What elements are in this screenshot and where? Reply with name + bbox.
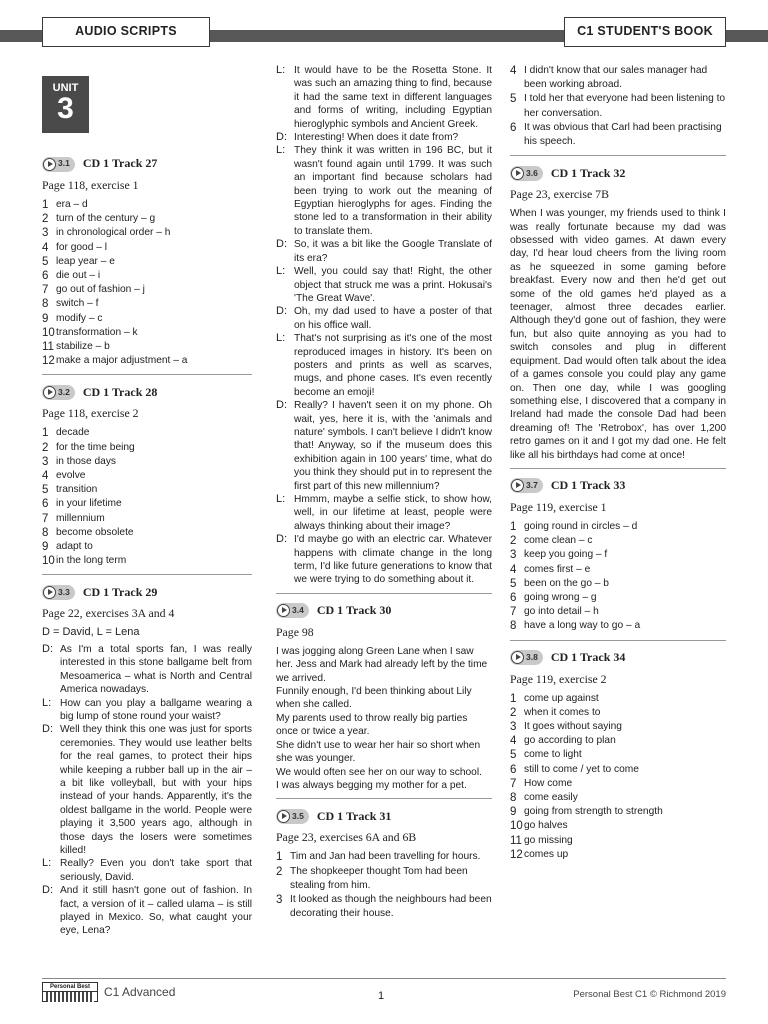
- column-3: [510, 64, 726, 867]
- list-item: [42, 212, 252, 226]
- page-reference: Page 119, exercise 2: [510, 671, 607, 686]
- item-text: when it comes to: [524, 706, 601, 718]
- track-section: [42, 155, 252, 368]
- list-item: [510, 748, 726, 762]
- list-item: [510, 619, 726, 633]
- list-item: [510, 92, 726, 120]
- item-text: in the long term: [56, 555, 127, 567]
- header-title-left: AUDIO SCRIPTS: [42, 17, 210, 47]
- track-heading: [276, 807, 492, 825]
- item-text: have a long way to go – a: [524, 620, 641, 632]
- list-item: [276, 850, 492, 864]
- speaker: D:: [276, 399, 287, 412]
- section-divider: [42, 574, 252, 575]
- item-text: go missing: [524, 834, 573, 846]
- item-text: It looked as though the neighbours had been decorating their house.: [290, 893, 492, 920]
- item-text: comes first – e: [524, 563, 591, 575]
- item-text: evolve: [56, 470, 86, 482]
- item-number: 9: [42, 541, 49, 554]
- play-icon: [43, 158, 56, 171]
- item-text: still to come / yet to come: [524, 763, 639, 775]
- list-item: [510, 692, 726, 706]
- item-number: 6: [42, 498, 49, 511]
- list-item: [510, 791, 726, 805]
- list-item: [42, 526, 252, 540]
- track-number: 3.5: [292, 810, 304, 821]
- item-number: 5: [510, 577, 517, 590]
- line-text: As I'm a total sports fan, I was really interested in this stone ballgame belt from Mesoamerica – what is North and Central America nowadays.: [60, 643, 252, 696]
- track-title: CD 1 Track 30: [316, 603, 392, 618]
- item-number: 10: [42, 326, 55, 339]
- item-text: been on the go – b: [524, 577, 609, 589]
- line-text: Interesting! When does it date from?: [294, 132, 459, 144]
- list-item: [42, 554, 252, 568]
- audio-line: I was always begging my mother for a pet.: [276, 779, 467, 791]
- audio-text: When I was younger, my friends used to think I was really fortunate because my dad was obsessed with video games. At dawn every day, I'd hear loud cheers from the living room as he squeezed in some gaming before breakfast. Every now and then he'd get out some of the old games he'd played as a teenager, almost three decades earlier. Although they'd gone out of fashion, they were fun, but also quite annoying as you had to switch consoles and plug in different equipment. Dad would often talk about the idea of a games console you could play any game on. Then one day, while I was googling something else, I discovered that a company in Ireland had made the console Dad had been dreaming of! The 'Retrobox', has over 1,200 retro games on it and I got my dad one. He felt like all his birthdays had come at once!: [510, 208, 726, 461]
- numbered-list: [510, 692, 726, 862]
- dialogue-line: [276, 399, 492, 493]
- footer-rule: [42, 978, 726, 979]
- item-number: 5: [42, 484, 49, 497]
- track-number: 3.6: [526, 167, 538, 178]
- dialogue-line: [276, 533, 492, 587]
- item-text: die out – i: [56, 270, 101, 282]
- item-text: leap year – e: [56, 255, 115, 267]
- item-text: come easily: [524, 791, 578, 803]
- logo-text: Personal Best: [43, 983, 97, 992]
- line-text: Really? I haven't seen it on my phone. Oh wait, yes, here it is, with the 'animals and nature' symbols. I can't believe I didn't know that! Anyway, so if the museum does this exhibition again in 100 years' time, what do you think they should put in to represent the first part of this new millennium?: [294, 400, 492, 492]
- list-item: [42, 426, 252, 440]
- page-reference: Page 23, exercise 7B: [510, 187, 609, 202]
- list-item: [510, 819, 726, 833]
- item-text: turn of the century – g: [56, 213, 156, 225]
- track-section: [42, 374, 252, 568]
- item-number: 2: [42, 441, 49, 454]
- audio-line: She didn't use to wear her hair so short when she was younger.: [276, 739, 481, 765]
- speaker: L:: [42, 857, 52, 870]
- audio-lines: [276, 645, 492, 792]
- item-number: 7: [510, 777, 517, 790]
- list-item: [42, 354, 252, 368]
- item-number: 3: [42, 455, 49, 468]
- footer-copyright: Personal Best C1 © Richmond 2019: [573, 989, 726, 1000]
- item-number: 1: [42, 427, 49, 440]
- item-number: 10: [510, 820, 523, 833]
- line-text: Hmmm, maybe a selfie stick, to show how, well, in our lifetime at least, people were always thinking about their image?: [294, 494, 492, 532]
- track-badge: [510, 478, 543, 493]
- list-item: [510, 834, 726, 848]
- numbered-list: [42, 198, 252, 368]
- dialogue: [276, 64, 492, 587]
- list-item: [42, 497, 252, 511]
- audio-line: I was jogging along Green Lane when I saw her. Jess and Mark had already left by the time we arrived.: [276, 645, 488, 684]
- track-badge: [42, 585, 75, 600]
- track-badge: [510, 650, 543, 665]
- dialogue-line: [42, 723, 252, 857]
- dialogue-line: [276, 265, 492, 305]
- list-item: [42, 255, 252, 269]
- list-item: [510, 534, 726, 548]
- list-item: [510, 777, 726, 791]
- track-badge: [42, 385, 75, 400]
- play-icon: [511, 651, 524, 664]
- item-text: decade: [56, 427, 90, 439]
- section-divider: [510, 640, 726, 641]
- publisher-logo: [42, 982, 98, 1002]
- speaker: L:: [276, 64, 286, 76]
- track-badge: [42, 157, 75, 172]
- page-reference: Page 22, exercises 3A and 4: [42, 606, 175, 621]
- track-title: CD 1 Track 33: [550, 478, 626, 493]
- track-section: [510, 468, 726, 634]
- dialogue-line: [276, 493, 492, 533]
- item-number: 1: [276, 851, 283, 864]
- track-title: CD 1 Track 31: [316, 808, 392, 823]
- dialogue-line: [276, 332, 492, 399]
- section-divider: [510, 468, 726, 469]
- speaker: D:: [42, 884, 53, 897]
- header-bar-center: [210, 30, 564, 42]
- page-reference: Page 118, exercise 2: [42, 406, 139, 421]
- item-number: 5: [510, 93, 517, 106]
- track-title: CD 1 Track 32: [550, 165, 626, 180]
- line-text: And it still hasn't gone out of fashion. In fact, a version of it – called ulama – is still played in Mexico. So, what caught your eye, Lena?: [60, 885, 252, 937]
- item-number: 12: [510, 848, 523, 861]
- item-number: 9: [42, 312, 49, 325]
- numbered-list: [276, 850, 492, 921]
- item-text: I told her that everyone had been listening to her conversation.: [524, 93, 726, 119]
- speaker: L:: [276, 332, 286, 345]
- track-heading: [42, 583, 252, 601]
- list-item: [42, 283, 252, 297]
- item-number: 7: [42, 284, 49, 297]
- numbered-list: [510, 64, 726, 149]
- item-number: 6: [510, 121, 517, 134]
- header-bar-left: [0, 30, 42, 42]
- page-reference: Page 23, exercises 6A and 6B: [276, 830, 417, 845]
- track-title: CD 1 Track 28: [82, 384, 158, 399]
- track-title: CD 1 Track 29: [82, 584, 158, 599]
- item-number: 1: [42, 199, 49, 211]
- column-1: [42, 155, 252, 943]
- list-item: [510, 720, 726, 734]
- item-number: 11: [510, 834, 522, 847]
- item-text: transition: [56, 484, 98, 496]
- item-number: 6: [510, 763, 517, 776]
- play-icon: [277, 604, 290, 617]
- list-item: [42, 312, 252, 326]
- item-text: come clean – c: [524, 535, 593, 547]
- list-item: [510, 121, 726, 149]
- item-number: 2: [42, 213, 49, 226]
- item-text: going round in circles – d: [524, 520, 638, 532]
- track-number: 3.7: [526, 480, 538, 491]
- dialogue-line: [276, 305, 492, 332]
- item-number: 3: [42, 227, 49, 240]
- item-number: 8: [42, 298, 49, 311]
- list-item: [276, 893, 492, 921]
- item-number: 4: [42, 241, 49, 254]
- list-item: [510, 734, 726, 748]
- line-text: They think it was written in 196 BC, but it wasn't found again until 1799. It was such an important find because scholars had been trying to work out the meaning of Egyptian hieroglyphs for ages. Finding the stone led to a transformation in their ability to translate them.: [294, 145, 492, 237]
- item-number: 7: [510, 606, 517, 619]
- track-number: 3.1: [58, 158, 70, 169]
- item-number: 12: [42, 355, 55, 368]
- item-number: 2: [510, 535, 517, 548]
- item-text: switch – f: [56, 298, 99, 310]
- line-text: How can you play a ballgame wearing a big lump of stone round your waist?: [60, 697, 252, 722]
- speaker: D:: [42, 642, 53, 655]
- list-item: [42, 441, 252, 455]
- speaker: D:: [276, 305, 287, 318]
- list-item: [42, 269, 252, 283]
- list-item: [42, 241, 252, 255]
- line-text: Oh, my dad used to have a poster of that on his office wall.: [294, 306, 492, 331]
- item-text: comes up: [524, 848, 569, 860]
- speaker: L:: [276, 493, 286, 505]
- item-text: in chronological order – h: [56, 227, 171, 239]
- section-divider: [42, 374, 252, 375]
- item-text: for good – l: [56, 241, 107, 253]
- section-divider: [276, 798, 492, 799]
- item-text: transformation – k: [56, 326, 138, 338]
- list-item: [510, 64, 726, 92]
- dialogue-line: [276, 144, 492, 238]
- item-text: for the time being: [56, 441, 135, 453]
- numbered-list: [510, 520, 726, 634]
- line-text: Well they think this one was just for sports ceremonies. They would use leather belts for the real games, to protect their hips while keeping a rubber ball up in the air – a bit like volleyball, but with your hips instead of your hands. Apparently, it's the oldest ballgame in the world. People were playing it 3,500 years ago, although in those days the losers were sometimes killed!: [60, 724, 252, 856]
- track-heading: [510, 477, 726, 495]
- item-number: 4: [510, 65, 517, 77]
- track-number: 3.4: [292, 605, 304, 616]
- track-heading: [42, 155, 252, 173]
- track-heading: [510, 164, 726, 182]
- item-text: Tim and Jan had been travelling for hours.: [290, 851, 481, 863]
- column-2: [276, 64, 492, 926]
- item-text: modify – c: [56, 312, 103, 324]
- track-badge: [510, 166, 543, 181]
- logo-graphic: [46, 992, 94, 1002]
- speaker-key: D = David, L = Lena: [42, 626, 140, 639]
- footer-level: C1 Advanced: [104, 985, 176, 999]
- item-number: 8: [510, 620, 517, 633]
- item-text: in those days: [56, 455, 117, 467]
- track-section: [510, 155, 726, 462]
- play-icon: [43, 386, 56, 399]
- item-text: become obsolete: [56, 526, 134, 538]
- track-number: 3.3: [58, 586, 70, 597]
- list-item: [42, 469, 252, 483]
- list-item: [510, 563, 726, 577]
- list-item: [510, 848, 726, 862]
- item-text: going from strength to strength: [524, 806, 663, 818]
- list-item: [510, 805, 726, 819]
- item-number: 6: [42, 270, 49, 283]
- dialogue-line: [42, 857, 252, 884]
- list-item: [510, 548, 726, 562]
- list-item: [42, 326, 252, 340]
- track-title: CD 1 Track 27: [82, 156, 158, 171]
- line-text: I'd maybe go with an electric car. Whatever happens with climate change in the long term, I'd like future generations to know that we were trying to do something about it.: [294, 534, 492, 586]
- speaker: D:: [276, 131, 287, 144]
- track-section: [276, 593, 492, 792]
- line-text: Really? Even you don't take sport that seriously, David.: [60, 858, 252, 883]
- line-text: That's not surprising as it's one of the most reproduced images in history. It's been on posters and prints as well as scarves, mugs, and phone cases. It's even recently become an emoji!: [294, 333, 492, 398]
- item-number: 1: [510, 692, 517, 705]
- item-text: millennium: [56, 512, 105, 524]
- list-item: [510, 706, 726, 720]
- page-reference: Page 98: [276, 624, 314, 639]
- item-number: 5: [42, 255, 49, 268]
- list-item: [276, 865, 492, 893]
- numbered-list: [42, 426, 252, 568]
- play-icon: [43, 586, 56, 599]
- page-number: 1: [378, 990, 385, 1002]
- track-section: [510, 640, 726, 862]
- item-text: stabilize – b: [56, 341, 110, 353]
- item-text: in your lifetime: [56, 498, 122, 510]
- speaker: L:: [276, 265, 286, 278]
- item-text: era – d: [56, 199, 88, 210]
- item-text: go out of fashion – j: [56, 284, 145, 296]
- item-number: 9: [510, 806, 517, 819]
- unit-label: UNIT: [52, 82, 79, 94]
- item-number: 1: [510, 520, 517, 533]
- item-text: I didn't know that our sales manager had been working abroad.: [524, 65, 708, 91]
- item-text: go halves: [524, 820, 568, 832]
- speaker: D:: [42, 723, 53, 736]
- track-number: 3.8: [526, 651, 538, 662]
- list-item: [42, 340, 252, 354]
- item-number: 4: [510, 563, 517, 576]
- header-bar-right: [726, 30, 768, 42]
- item-text: go according to plan: [524, 735, 616, 747]
- list-item: [510, 605, 726, 619]
- play-icon: [277, 810, 290, 823]
- item-number: 3: [510, 720, 517, 733]
- header-title-right: C1 STUDENT'S BOOK: [564, 17, 726, 47]
- item-text: go into detail – h: [524, 606, 599, 618]
- item-text: How come: [524, 777, 573, 789]
- item-text: adapt to: [56, 541, 93, 553]
- track-badge: [276, 603, 309, 618]
- item-number: 3: [510, 549, 517, 562]
- track-section: [42, 574, 252, 937]
- list-item: [510, 763, 726, 777]
- track-title: CD 1 Track 34: [550, 649, 626, 664]
- speaker: L:: [276, 144, 286, 157]
- list-item: [510, 520, 726, 534]
- audio-line: Funnily enough, I'd been thinking about Lily when she called.: [276, 686, 472, 711]
- track-heading: [42, 383, 252, 401]
- dialogue-line: [42, 643, 252, 697]
- list-item: [42, 297, 252, 311]
- item-number: 7: [42, 512, 49, 525]
- track-heading: [510, 649, 726, 667]
- item-text: come to light: [524, 749, 582, 761]
- item-number: 2: [276, 865, 283, 878]
- list-item: [42, 198, 252, 212]
- dialogue-line: [42, 884, 252, 938]
- audio-line: We would often see her on our way to school.: [276, 766, 482, 778]
- page-reference: Page 118, exercise 1: [42, 178, 139, 192]
- dialogue-line: [42, 697, 252, 724]
- line-text: So, it was a bit like the Google Translate of its era?: [294, 239, 492, 264]
- list-item: [42, 483, 252, 497]
- list-item: [510, 577, 726, 591]
- item-number: 4: [42, 470, 49, 483]
- track-heading: [276, 602, 492, 620]
- audio-line: My parents used to throw really big parties once or twice a year.: [276, 712, 468, 738]
- track-badge: [276, 809, 309, 824]
- unit-badge: [42, 76, 89, 133]
- item-number: 3: [276, 893, 283, 906]
- list-item: [42, 540, 252, 554]
- play-icon: [511, 167, 524, 180]
- item-number: 11: [42, 341, 54, 354]
- dialogue: [42, 643, 252, 938]
- line-text: It would have to be the Rosetta Stone. It was such an amazing thing to find, because it had the same text in different languages and forms of writing, including Egyptian hieroglyphic symbols and Ancient Greek.: [294, 65, 492, 130]
- section-divider: [276, 593, 492, 594]
- speaker: L:: [42, 696, 52, 709]
- list-item: [42, 455, 252, 469]
- item-text: It goes without saying: [524, 720, 622, 732]
- list-item: [42, 226, 252, 240]
- list-item: [510, 591, 726, 605]
- item-text: keep you going – f: [524, 549, 608, 561]
- item-number: 5: [510, 749, 517, 762]
- speaker: D:: [276, 238, 287, 251]
- dialogue-line: [276, 238, 492, 265]
- item-number: 2: [510, 706, 517, 719]
- item-text: It was obvious that Carl had been practising his speech.: [524, 121, 722, 148]
- item-number: 10: [42, 555, 55, 568]
- item-text: going wrong – g: [524, 591, 597, 603]
- item-text: The shopkeeper thought Tom had been stealing from him.: [290, 865, 468, 891]
- play-icon: [511, 479, 524, 492]
- item-number: 6: [510, 591, 517, 604]
- item-number: 4: [510, 735, 517, 748]
- item-text: make a major adjustment – a: [56, 355, 188, 367]
- line-text: Well, you could say that! Right, the other object that struck me was a print. Hokusai's 'The Great Wave'.: [294, 266, 492, 304]
- item-text: come up against: [524, 692, 599, 704]
- item-number: 8: [510, 791, 517, 804]
- item-number: 8: [42, 526, 49, 539]
- unit-number: 3: [57, 92, 74, 125]
- track-section: [276, 798, 492, 921]
- section-divider: [510, 155, 726, 156]
- speaker: D:: [276, 533, 287, 546]
- dialogue-line: [276, 131, 492, 144]
- dialogue-line: [276, 64, 492, 131]
- page-reference: Page 119, exercise 1: [510, 499, 607, 514]
- track-number: 3.2: [58, 386, 70, 397]
- list-item: [42, 512, 252, 526]
